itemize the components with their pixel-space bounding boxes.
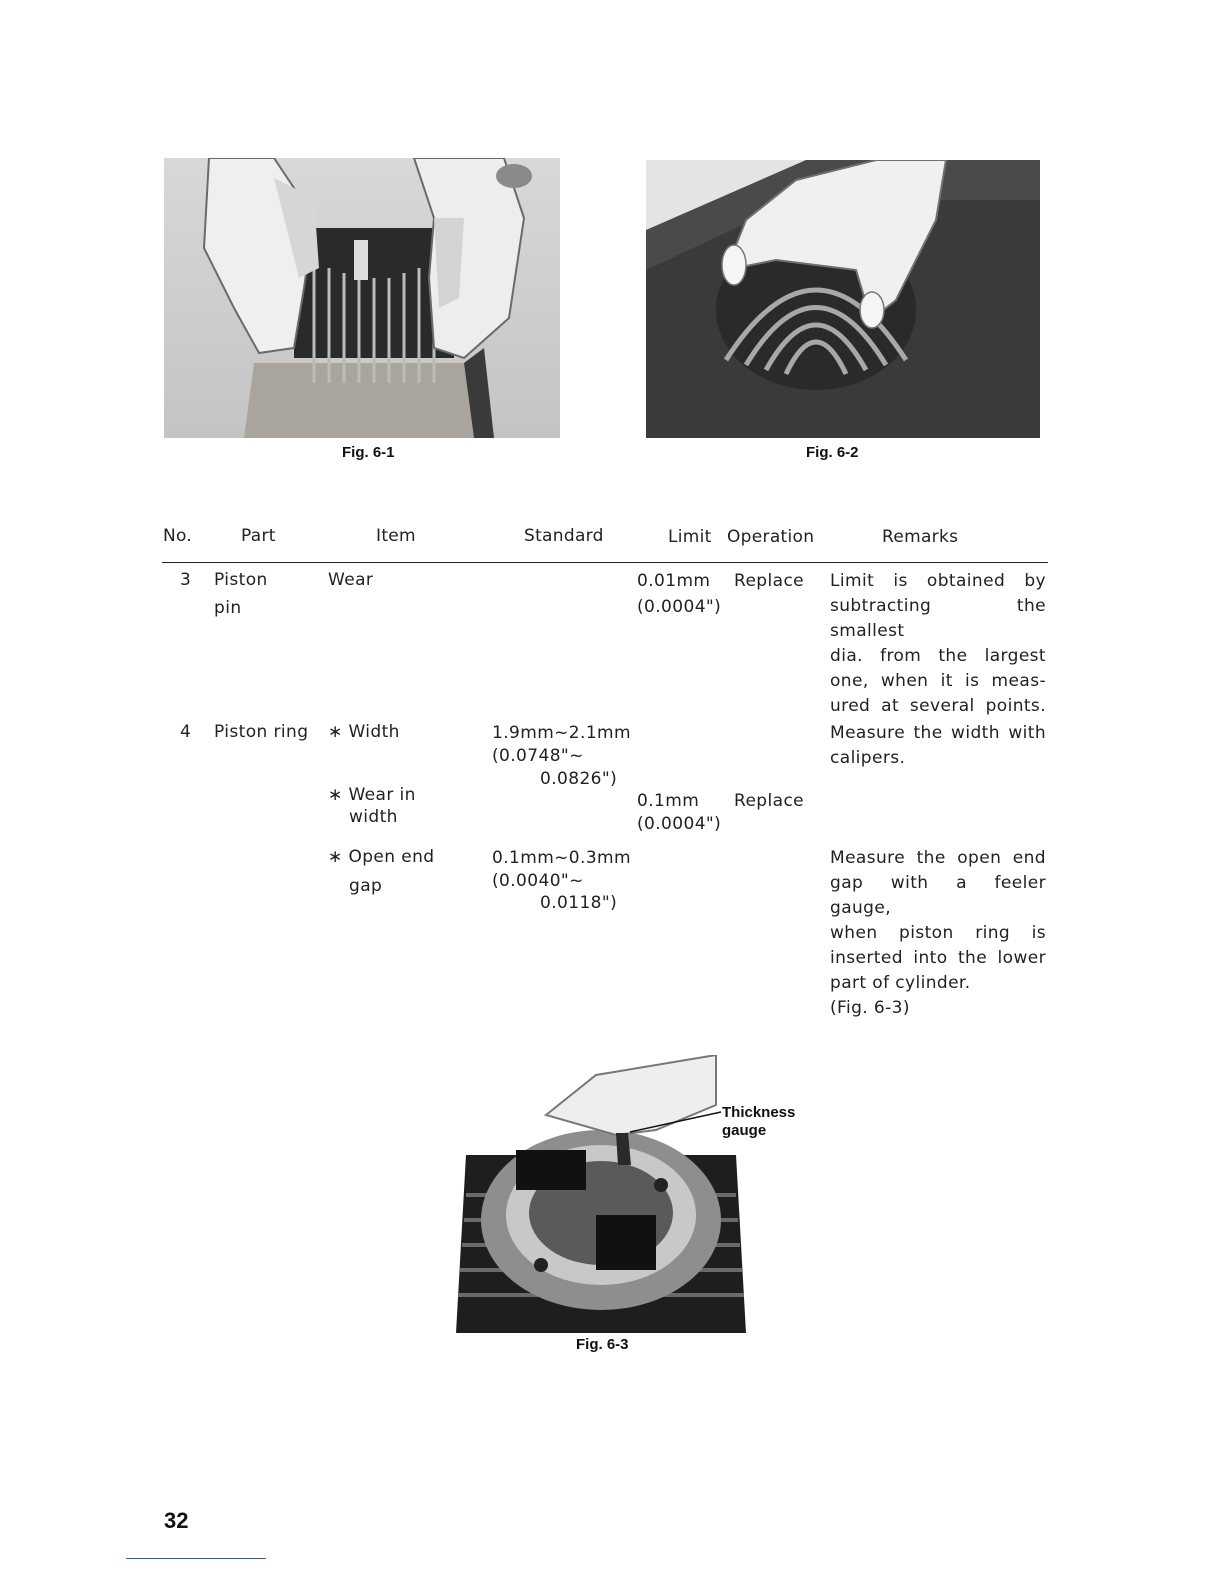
bottom-rule xyxy=(126,1558,266,1559)
row3-no: 3 xyxy=(180,570,192,590)
fig-6-2-caption: Fig. 6-2 xyxy=(806,444,859,461)
fig-6-2-photo xyxy=(646,160,1040,438)
row4-no: 4 xyxy=(180,722,192,742)
thickness-gauge-label-line2: gauge xyxy=(722,1122,767,1139)
row3-item: Wear xyxy=(328,570,374,590)
row4-gap-standard-line1: 0.1mm~0.3mm xyxy=(492,848,631,868)
thickness-gauge-label xyxy=(722,1104,795,1140)
fig-6-1-photo xyxy=(164,158,560,438)
row4-gap-remark-line: when piston ring is xyxy=(830,923,1046,943)
fig-6-3-caption: Fig. 6-3 xyxy=(576,1336,629,1353)
row4-gap-remark-line: Measure the open end xyxy=(830,848,1046,868)
row3-remark-line: subtracting the smallest xyxy=(830,596,1046,641)
header-limit: Limit xyxy=(668,527,712,547)
fig-6-1-caption: Fig. 6-1 xyxy=(342,444,395,461)
row3-remark-line: one, when it is meas- xyxy=(830,671,1046,691)
row4-width-item: ∗ Width xyxy=(328,722,400,742)
row4-wear-limit-line1: 0.1mm xyxy=(637,791,700,811)
fig-6-3-photo xyxy=(446,1055,752,1333)
row3-remarks xyxy=(830,569,1046,719)
header-rule xyxy=(162,562,1048,563)
row4-gap-remarks xyxy=(830,846,1046,1021)
header-remarks: Remarks xyxy=(882,527,959,547)
row3-remark-line: Limit is obtained by xyxy=(830,571,1046,591)
row3-limit-line2: (0.0004") xyxy=(637,597,722,617)
row4-gap-standard-line2: (0.0040"~ xyxy=(492,871,584,891)
row4-width-standard-line1: 1.9mm~2.1mm xyxy=(492,723,631,743)
row3-remark-line: dia. from the largest xyxy=(830,646,1046,666)
row4-wear-operation: Replace xyxy=(734,791,805,811)
row3-limit-line1: 0.01mm xyxy=(637,571,711,591)
thickness-gauge-label-line1: Thickness xyxy=(722,1104,796,1121)
row4-gap-remark-line: inserted into the lower xyxy=(830,948,1046,968)
row4-gap-standard-line3: 0.0118") xyxy=(540,893,618,913)
row4-gap-remark-line: gap with a feeler gauge, xyxy=(830,873,1046,918)
row4-gap-remark-line: (Fig. 6-3) xyxy=(830,998,910,1018)
row3-part-line1: Piston xyxy=(214,570,268,590)
header-part: Part xyxy=(241,526,276,546)
header-no: No. xyxy=(163,526,193,546)
row4-wear-item-line1: ∗ Wear in xyxy=(328,785,416,805)
row3-part-line2: pin xyxy=(214,598,242,618)
header-item: Item xyxy=(376,526,416,546)
row4-wear-item-line2: width xyxy=(349,807,398,827)
row4-gap-item-line1: ∗ Open end xyxy=(328,847,435,867)
row4-width-remarks xyxy=(830,721,1046,771)
row4-wear-limit-line2: (0.0004") xyxy=(637,814,722,834)
row4-width-remark-line: Measure the width with xyxy=(830,723,1046,743)
header-standard: Standard xyxy=(524,526,604,546)
callout-leader-line xyxy=(626,1108,726,1138)
row4-gap-remark-line: part of cylinder. xyxy=(830,973,971,993)
header-operation: Operation xyxy=(727,527,815,547)
row4-width-remark-line: calipers. xyxy=(830,748,906,768)
row3-remark-line: ured at several points. xyxy=(830,696,1046,716)
page-number: 32 xyxy=(164,1508,189,1533)
row4-width-standard-line2: (0.0748"~ xyxy=(492,746,584,766)
row4-width-standard-line3: 0.0826") xyxy=(540,769,618,789)
row3-operation: Replace xyxy=(734,571,805,591)
row4-gap-item-line2: gap xyxy=(349,876,383,896)
row4-part: Piston ring xyxy=(214,722,309,742)
